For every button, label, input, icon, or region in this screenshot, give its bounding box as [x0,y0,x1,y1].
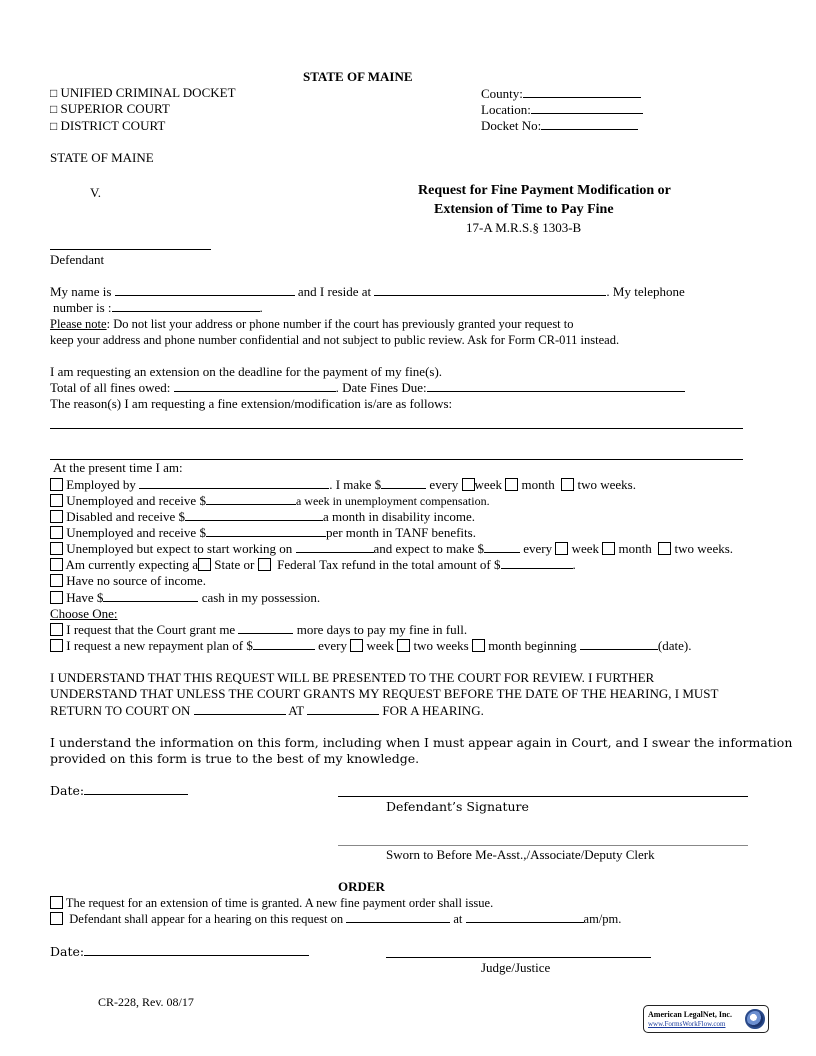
tanf-amount-blank[interactable] [206,525,326,537]
understand-line2: UNDERSTAND THAT UNLESS THE COURT GRANTS MY REQUEST BEFORE THE DATE OF THE HEARING, I MUST [50,686,719,701]
more-days-label: I request that the Court grant me [66,622,236,637]
location-field[interactable] [481,102,643,118]
employed-month-checkbox[interactable] [505,478,518,491]
reason-label: The reason(s) I am requesting a fine extension/modification is/are as follows: [50,396,453,411]
tanf-label: Unemployed and receive $ [66,525,206,540]
hearing-checkbox[interactable] [50,912,63,925]
expect-work-label: Unemployed but expect to start working on [66,541,293,556]
order-date-blank[interactable] [84,944,309,956]
order-hearing [50,911,621,927]
status-tax-refund [50,557,576,573]
name-address-line [50,284,685,300]
disability-amount-blank[interactable] [185,509,323,521]
signature-date-blank[interactable] [84,783,188,795]
status-unemployed [50,493,490,509]
more-days-suffix: more days to pay my fine in full. [296,622,468,637]
return-time-blank[interactable] [307,703,379,715]
refund-amount-blank[interactable] [501,557,573,569]
form-number: CR-228, Rev. 08/17 [98,995,194,1009]
week-label: week [366,638,394,653]
reason-line-1[interactable] [50,428,743,429]
cash-checkbox[interactable] [50,591,63,604]
telephone-line: number is : . [53,300,263,315]
county-label: County: [481,86,523,101]
plan-start-date-blank[interactable] [580,638,658,650]
address-blank[interactable] [374,284,606,296]
name-label: My name is [50,284,112,299]
empty-checkbox-icon: □ [50,86,58,100]
two-weeks-label: two weeks [413,638,469,653]
status-no-income [50,573,206,589]
unemployed-label: Unemployed and receive $ [66,493,206,508]
expect-week-checkbox[interactable] [555,542,568,555]
federal-tax-checkbox[interactable] [258,558,271,571]
disabled-suffix: a month in disability income. [323,509,476,524]
understand-line3 [50,703,484,719]
privacy-note-line2: keep your address and phone number confidential and not subject to public review. Ask for Form CR-011 instead. [50,333,620,347]
location-label: Location: [481,102,531,117]
status-disabled [50,509,475,525]
expect-amount-blank[interactable] [484,541,520,553]
fines-total-line [50,380,685,396]
globe-icon [745,1009,765,1029]
days-blank[interactable] [238,622,293,634]
disabled-label: Disabled and receive $ [66,509,186,524]
docket-field[interactable] [481,118,638,134]
month-label: month [618,541,652,556]
am-pm-label: am/pm. [583,912,622,926]
plan-date-label: (date). [657,638,692,653]
understand-line1: I UNDERSTAND THAT THIS REQUEST WILL BE PRESENTED TO THE COURT FOR REVIEW. I FURTHER [50,670,655,685]
number-label: number is : [53,300,112,315]
repayment-amount-blank[interactable] [253,638,315,650]
plan-month-checkbox[interactable] [472,639,485,652]
hearing-label: FOR A HEARING. [382,703,484,718]
status-cash [50,590,320,606]
return-date-blank[interactable] [194,703,286,715]
court-option-label: SUPERIOR COURT [60,101,170,116]
order-date-field [50,944,309,960]
tax-refund-label: Am currently expecting a [65,557,199,572]
plaintiff-name: STATE OF MAINE [50,150,154,165]
plan-week-checkbox[interactable] [350,639,363,652]
status-employed [50,477,636,493]
repayment-plan-checkbox[interactable] [50,639,63,652]
sworn-label: Sworn to Before Me-Asst.,/Associate/Deputy Clerk [386,847,655,862]
court-option-label: DISTRICT COURT [60,118,166,133]
federal-tax-label: Federal Tax refund in the total amount of $ [277,557,501,572]
employed-checkbox[interactable] [50,478,63,491]
publisher-logo[interactable] [643,1005,769,1033]
total-label: Total of all fines owed: [50,380,171,395]
clerk-signature-line[interactable] [338,845,748,846]
status-tanf [50,525,476,541]
defendant-signature-label: Defendant’s Signature [386,799,529,814]
name-blank[interactable] [115,284,295,296]
logo-url[interactable]: www.FormsWorkFlow.com [648,1020,726,1028]
week-label: week [474,477,502,492]
order-date-label: Date: [50,944,85,959]
return-label: RETURN TO COURT ON [50,703,191,718]
order-heading: ORDER [338,879,385,894]
more-days-checkbox[interactable] [50,623,63,636]
state-tax-checkbox[interactable] [198,558,211,571]
disabled-checkbox[interactable] [50,510,63,523]
county-blank[interactable] [523,86,641,98]
location-blank[interactable] [531,102,643,114]
status-expect-work [50,541,733,557]
swear-line1: I understand the information on this form, including when I must appear again in Court, and I swear the information [50,735,793,750]
expect-two-weeks-checkbox[interactable] [658,542,671,555]
hearing-order-label: Defendant shall appear for a hearing on this request on [69,912,344,926]
choice-more-days [50,622,467,638]
expect-work-checkbox[interactable] [50,542,63,555]
form-title-line2: Extension of Time to Pay Fine [434,202,614,217]
tanf-checkbox[interactable] [50,526,63,539]
employed-label: Employed by [66,477,136,492]
granted-label: The request for an extension of time is granted. A new fine payment order shall issue. [65,896,494,910]
statute-citation: 17-A M.R.S.§ 1303-B [466,220,582,235]
date-label: Date: [50,783,85,798]
defendant-name-line[interactable] [50,249,211,250]
unemployment-amount-blank[interactable] [206,493,296,505]
employed-make-label: . I make $ [329,477,382,492]
unemployed-suffix: a week in unemployment compensation. [295,494,490,508]
repayment-every-label: every [318,638,347,653]
month-label: month [521,477,555,492]
employer-blank[interactable] [139,477,329,489]
repayment-label: I request a new repayment plan of $ [66,638,253,653]
total-blank[interactable] [174,380,336,392]
date-due-blank[interactable] [427,380,685,392]
signature-date-field [50,783,188,799]
week-label: week [571,541,600,556]
employed-week-checkbox[interactable] [462,478,475,491]
defendant-signature-line[interactable] [338,796,748,797]
no-income-checkbox[interactable] [50,574,63,587]
expect-month-checkbox[interactable] [602,542,615,555]
versus-label: V. [90,185,101,200]
defendant-label: Defendant [50,252,105,267]
two-weeks-label: two weeks. [674,541,734,556]
month-beginning-label: month beginning [488,638,577,653]
tax-refund-checkbox[interactable] [50,558,63,571]
date-due-label: . Date Fines Due: [335,380,427,395]
two-weeks-label: two weeks. [577,477,636,492]
state-tax-label: State or [214,557,255,572]
reside-label: and I reside at [297,284,372,299]
request-statement: I am requesting an extension on the deadline for the payment of my fine(s). [50,364,443,379]
judge-label: Judge/Justice [481,960,551,975]
swear-line2: provided on this form is true to the best of my knowledge. [50,751,420,766]
privacy-note-line1 [50,316,574,332]
hearing-at-label: at [453,912,463,926]
court-option-district[interactable] [50,118,165,134]
expect-make-label: and expect to make $ [373,541,484,556]
tanf-suffix: per month in TANF benefits. [325,525,476,540]
granted-checkbox[interactable] [50,896,63,909]
note-label: Please note [50,317,107,331]
county-field[interactable] [481,86,641,102]
plan-two-weeks-checkbox[interactable] [397,639,410,652]
court-option-superior[interactable] [50,101,170,117]
empty-checkbox-icon: □ [50,119,58,133]
telephone-label: . My telephone [606,284,685,299]
choose-one-heading: Choose One: [50,606,118,621]
cash-amount-blank[interactable] [103,590,198,602]
expect-every-label: every [523,541,553,556]
empty-checkbox-icon: □ [50,102,58,116]
cash-label: Have $ [66,590,104,605]
at-label: AT [288,703,304,718]
docket-blank[interactable] [541,118,638,130]
court-option-unified[interactable] [50,85,236,101]
hearing-date-blank[interactable] [346,911,450,923]
telephone-blank[interactable] [112,300,260,312]
note-text: : Do not list your address or phone number if the court has previously granted your request to [106,317,574,331]
no-income-label: Have no source of income. [66,573,206,588]
docket-label: Docket No: [481,118,542,133]
status-heading: At the present time I am: [53,460,183,475]
cash-suffix: cash in my possession. [201,590,321,605]
court-option-label: UNIFIED CRIMINAL DOCKET [60,85,236,100]
choice-repayment-plan [50,638,691,654]
start-date-blank[interactable] [296,541,374,553]
state-header: STATE OF MAINE [303,69,413,84]
form-title-line1: Request for Fine Payment Modification or [418,183,671,198]
judge-signature-line[interactable] [386,957,651,958]
hearing-time-blank[interactable] [466,911,584,923]
employed-amount-blank[interactable] [381,477,426,489]
tax-period: . [572,557,576,572]
employed-two-weeks-checkbox[interactable] [561,478,574,491]
employed-every-label: every [429,477,459,492]
unemployed-checkbox[interactable] [50,494,63,507]
logo-company: American LegalNet, Inc. [648,1010,732,1019]
order-granted [50,895,493,911]
